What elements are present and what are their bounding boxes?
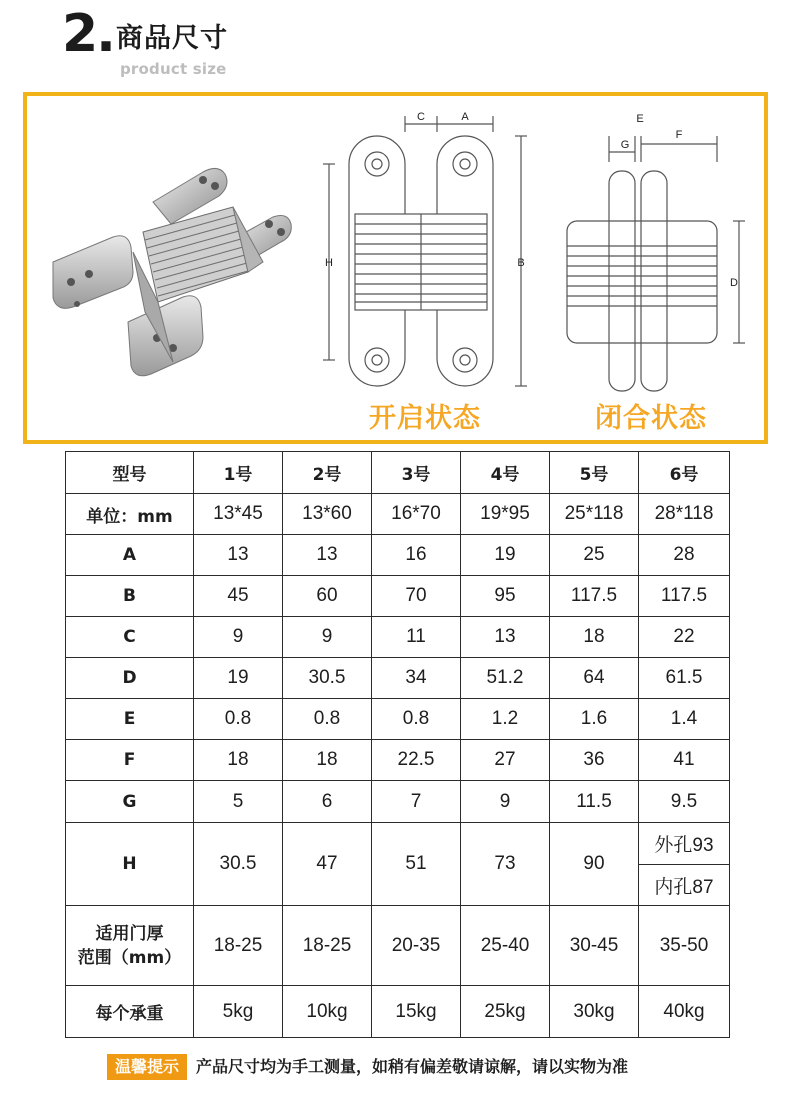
dim-label-b: B (517, 257, 525, 269)
size-cell: 16*70 (372, 494, 461, 535)
dim-row-e (66, 699, 730, 740)
door-thickness-label-line2: 范围（mm） (77, 947, 182, 968)
value-cell: 34 (372, 658, 461, 699)
value-cell: 7 (372, 781, 461, 823)
dim-row-h (66, 823, 730, 865)
value-cell: 18 (550, 617, 639, 658)
value-cell: 30.5 (283, 658, 372, 699)
value-cell: 11.5 (550, 781, 639, 823)
size-cell: 19*95 (461, 494, 550, 535)
size-cell: 25*118 (550, 494, 639, 535)
product-image-panel (23, 92, 768, 444)
value-cell: 15kg (372, 986, 461, 1038)
value-cell: 117.5 (550, 576, 639, 617)
row-label: G (66, 781, 194, 823)
value-cell: 47 (283, 823, 372, 906)
dim-row-f (66, 740, 730, 781)
corner-cell: 型号 (66, 452, 194, 494)
door-thickness-row (66, 906, 730, 986)
value-cell: 60 (283, 576, 372, 617)
row-label: E (66, 699, 194, 740)
dim-row-b (66, 576, 730, 617)
model-cell: 3号 (372, 452, 461, 494)
value-cell: 64 (550, 658, 639, 699)
row-label: F (66, 740, 194, 781)
row-label: A (66, 535, 194, 576)
size-cell: 13*45 (194, 494, 283, 535)
value-cell: 9 (461, 781, 550, 823)
value-cell: 90 (550, 823, 639, 906)
size-spec-table (65, 451, 729, 1038)
inner-hole-cell: 内孔87 (639, 865, 730, 906)
size-cell: 28*118 (639, 494, 730, 535)
value-cell: 45 (194, 576, 283, 617)
value-cell: 22.5 (372, 740, 461, 781)
value-cell: 22 (639, 617, 730, 658)
door-thickness-label (66, 906, 194, 986)
value-cell: 18 (194, 740, 283, 781)
value-cell: 16 (372, 535, 461, 576)
dim-label-e: E (636, 113, 644, 125)
dim-label-a: A (461, 111, 469, 123)
value-cell: 9 (194, 617, 283, 658)
value-cell: 36 (550, 740, 639, 781)
value-cell: 95 (461, 576, 550, 617)
tip-text: 产品尺寸均为手工测量，如稍有偏差敬请谅解，请以实物为准 (196, 1057, 629, 1076)
value-cell: 41 (639, 740, 730, 781)
row-label: D (66, 658, 194, 699)
value-cell: 1.2 (461, 699, 550, 740)
value-cell: 11 (372, 617, 461, 658)
value-cell: 51.2 (461, 658, 550, 699)
size-row (66, 494, 730, 535)
value-cell: 30kg (550, 986, 639, 1038)
value-cell: 20-35 (372, 906, 461, 986)
closed-state-label: 闭合状态 (595, 403, 707, 434)
dim-label-c: C (417, 111, 425, 123)
model-cell: 5号 (550, 452, 639, 494)
value-cell: 25-40 (461, 906, 550, 986)
value-cell: 9.5 (639, 781, 730, 823)
section-title: 商品尺寸 (116, 23, 228, 54)
size-cell: 13*60 (283, 494, 372, 535)
tip-badge: 温馨提示 (107, 1054, 187, 1080)
value-cell: 5kg (194, 986, 283, 1038)
value-cell: 0.8 (194, 699, 283, 740)
value-cell: 30.5 (194, 823, 283, 906)
value-cell: 9 (283, 617, 372, 658)
model-cell: 2号 (283, 452, 372, 494)
value-cell: 19 (461, 535, 550, 576)
value-cell: 1.4 (639, 699, 730, 740)
row-label: H (66, 823, 194, 906)
value-cell: 51 (372, 823, 461, 906)
value-cell: 73 (461, 823, 550, 906)
dim-label-f: F (675, 129, 683, 141)
dimension-diagram (27, 96, 764, 440)
value-cell: 13 (461, 617, 550, 658)
row-label: B (66, 576, 194, 617)
section-subtitle: product size (120, 60, 227, 78)
value-cell: 30-45 (550, 906, 639, 986)
dim-label-d: D (730, 277, 738, 289)
value-cell: 27 (461, 740, 550, 781)
value-cell: 117.5 (639, 576, 730, 617)
open-state-label: 开启状态 (369, 403, 481, 434)
weight-row (66, 986, 730, 1038)
dim-row-g (66, 781, 730, 823)
value-cell: 6 (283, 781, 372, 823)
value-cell: 28 (639, 535, 730, 576)
value-cell: 1.6 (550, 699, 639, 740)
value-cell: 40kg (639, 986, 730, 1038)
value-cell: 35-50 (639, 906, 730, 986)
value-cell: 25kg (461, 986, 550, 1038)
value-cell: 0.8 (283, 699, 372, 740)
unit-label: 单位：mm (66, 494, 194, 535)
value-cell: 5 (194, 781, 283, 823)
outer-hole-cell: 外孔93 (639, 823, 730, 865)
section-number: 2. (62, 4, 114, 64)
value-cell: 19 (194, 658, 283, 699)
dim-label-h: H (325, 257, 333, 269)
value-cell: 10kg (283, 986, 372, 1038)
door-thickness-label-line1: 适用门厚 (95, 923, 164, 944)
value-cell: 18-25 (194, 906, 283, 986)
dim-label-g: G (620, 139, 630, 151)
value-cell: 0.8 (372, 699, 461, 740)
model-cell: 1号 (194, 452, 283, 494)
value-cell: 70 (372, 576, 461, 617)
row-label: 每个承重 (66, 986, 194, 1038)
value-cell: 13 (283, 535, 372, 576)
value-cell: 18-25 (283, 906, 372, 986)
row-label: C (66, 617, 194, 658)
value-cell: 13 (194, 535, 283, 576)
model-row (66, 452, 730, 494)
value-cell: 18 (283, 740, 372, 781)
value-cell: 61.5 (639, 658, 730, 699)
model-cell: 4号 (461, 452, 550, 494)
model-cell: 6号 (639, 452, 730, 494)
dim-row-c (66, 617, 730, 658)
dim-row-d (66, 658, 730, 699)
dim-row-a (66, 535, 730, 576)
value-cell: 25 (550, 535, 639, 576)
